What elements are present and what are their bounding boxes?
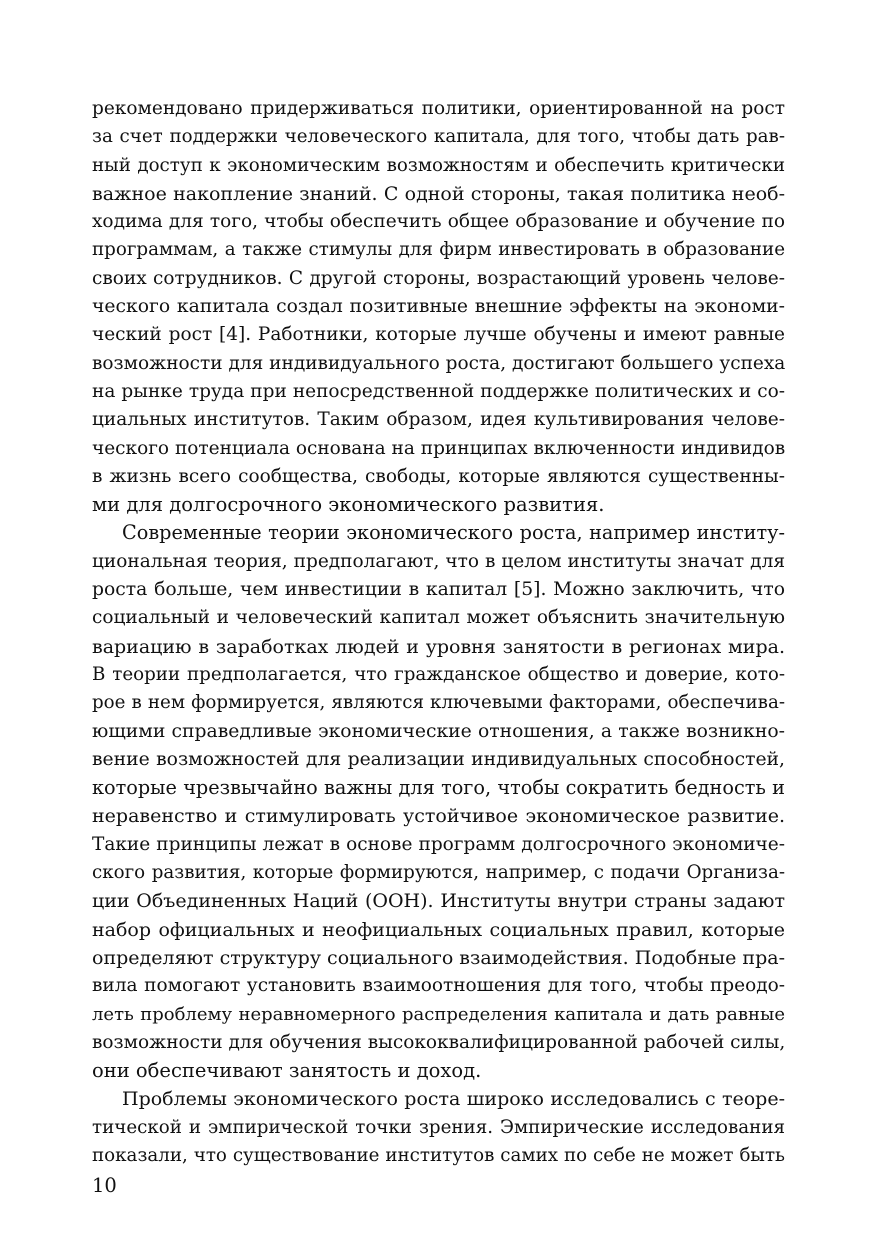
text-line: тической и эмпирической точки зрения. Эмпирические исследования	[92, 1116, 785, 1138]
text-line: ющими справедливые экономические отношения, а также возникно-	[92, 720, 785, 742]
text-line: неравенство и стимулировать устойчивое экономическое развитие.	[92, 805, 785, 828]
text-line: возможности для обучения высококвалифицированной рабочей силы,	[92, 1031, 786, 1053]
paragraph-2	[92, 519, 785, 1085]
paragraph-3	[92, 1085, 785, 1170]
text-line: циональная теория, предполагают, что в целом институты значат для	[92, 550, 785, 572]
text-line: определяют структуру социального взаимодействия. Подобные пра-	[92, 946, 785, 969]
text-line: на рынке труда при непосредственной поддержке политических и со-	[92, 380, 785, 402]
text-line: ции Объединенных Наций (ООН). Институты внутри страны задают	[92, 890, 785, 913]
text-line: которые чрезвычайно важны для того, чтобы сократить бедность и	[92, 776, 785, 800]
text-line: ческий рост [4]. Работники, которые лучше обучены и имеют равные	[92, 324, 785, 346]
text-line: вение возможностей для реализации индивидуальных способностей,	[92, 748, 785, 770]
text-line: ный доступ к экономическим возможностям и обеспечить критически	[92, 154, 785, 176]
text-line: набор официальных и неофициальных социальных правил, которые	[92, 918, 785, 941]
text-line: они обеспечивают занятость и доход.	[92, 1059, 482, 1083]
page-number: 10	[92, 1174, 117, 1197]
text-line: циальных институтов. Таким образом, идея культивирования челове-	[92, 409, 785, 431]
text-line: В теории предполагается, что гражданское общество и доверие, кото-	[92, 663, 785, 685]
paragraph-1	[92, 95, 785, 519]
text-line: возможности для индивидуального роста, достигают большего успеха	[92, 352, 786, 374]
text-line: Такие принципы лежат в основе программ долгосрочного экономиче-	[92, 833, 785, 855]
text-line: Современные теории экономического роста, например институ-	[122, 521, 785, 545]
text-line: роста больше, чем инвестиции в капитал [5]. Можно заключить, что	[92, 579, 785, 601]
text-line: ходима для того, чтобы обеспечить общее образование и обучение по	[92, 211, 785, 233]
text-line: в жизнь всего сообщества, свободы, которые являются существенны-	[92, 465, 785, 487]
text-line: важное накопление знаний. С одной стороны, такая политика необ-	[92, 182, 785, 205]
text-line: за счет поддержки человеческого капитала, для того, чтобы дать рав-	[92, 126, 785, 148]
text-line: вила помогают установить взаимоотношения для того, чтобы преодо-	[92, 975, 785, 997]
text-line: ческого потенциала основана на принципах включенности индивидов	[92, 437, 786, 459]
text-line: рекомендовано придерживаться политики, ориентированной на рост	[92, 98, 785, 119]
text-line: социальный и человеческий капитал может объяснить значительную	[92, 607, 785, 629]
text-line: вариацию в заработках людей и уровня занятости в регионах мира.	[92, 635, 785, 658]
text-line: ского развития, которые формируются, например, с подачи Организа-	[92, 862, 785, 884]
text-line: Проблемы экономического роста широко исследовались с теоре-	[122, 1088, 785, 1111]
page-body	[92, 95, 785, 1170]
text-line: программам, а также стимулы для фирм инвестировать в образование	[92, 239, 785, 261]
text-line: рое в нем формируется, являются ключевыми факторами, обеспечива-	[92, 692, 785, 714]
text-line: ми для долгосрочного экономического развития.	[92, 493, 605, 517]
text-line: своих сотрудников. С другой стороны, возрастающий уровень челове-	[92, 267, 785, 289]
text-line: показали, что существование институтов самих по себе не может быть	[92, 1144, 785, 1166]
text-line: ческого капитала создал позитивные внешние эффекты на экономи-	[92, 296, 785, 318]
text-line: леть проблему неравномерного распределения капитала и дать равные	[92, 1003, 785, 1025]
